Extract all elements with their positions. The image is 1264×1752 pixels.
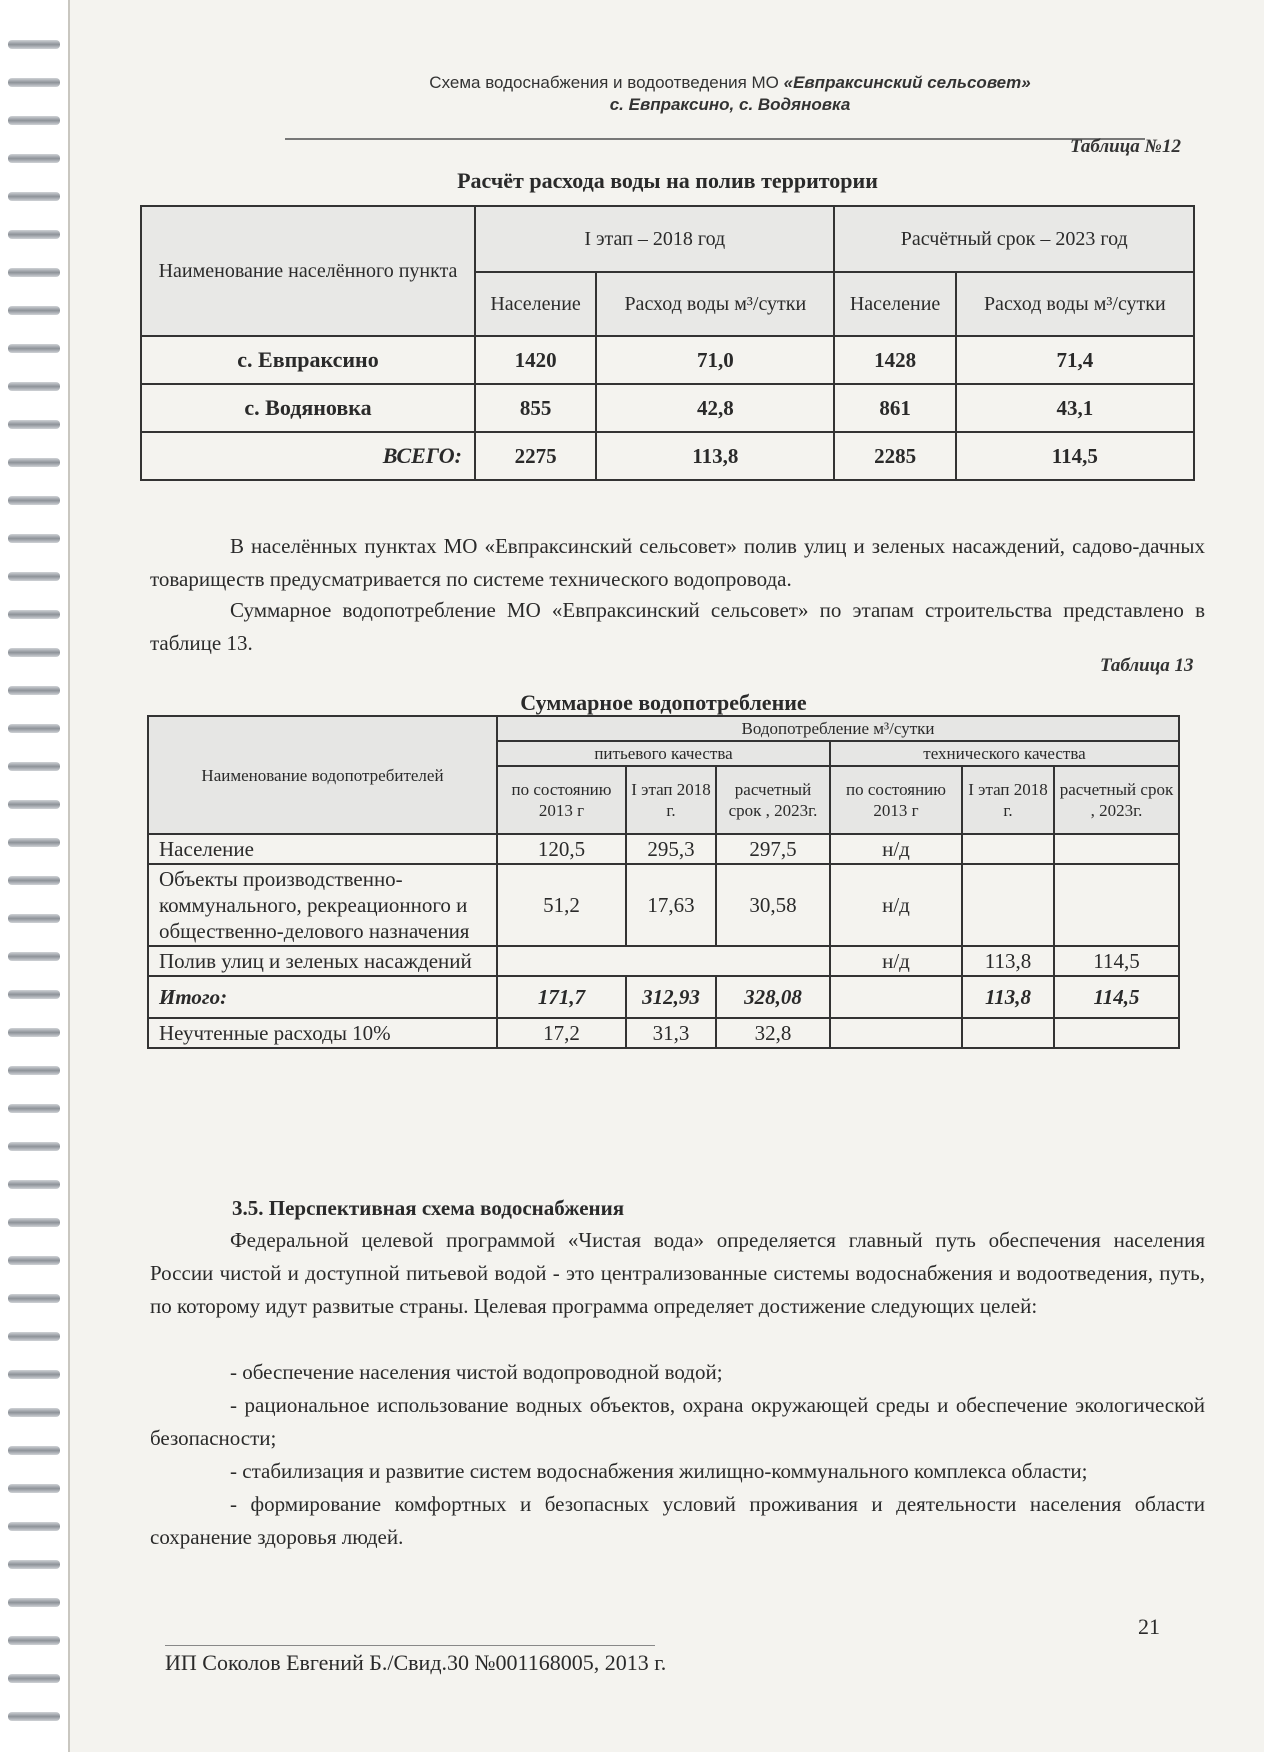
table-row xyxy=(141,384,1194,432)
cell: 43,1 xyxy=(956,384,1194,432)
paragraph-summary: Суммарное водопотребление МО «Евпраксинский сельсовет» по этапам строительства представлено в таблице 13. xyxy=(150,598,1205,655)
binding-ring xyxy=(8,306,60,315)
col-stage2: Расчётный срок – 2023 год xyxy=(834,206,1194,272)
binding-ring xyxy=(8,40,60,49)
list-item: - формирование комфортных и безопасных условий проживания и деятельности населения области сохранение здоровья людей. xyxy=(150,1492,1205,1549)
col-state-2013: по состоянию 2013 г xyxy=(830,766,962,834)
col-technical: технического качества xyxy=(830,741,1179,766)
paragraph-irrigation: В населённых пунктах МО «Евпраксинский сельсовет» полив улиц и зеленых насаждений, садово-дачных товариществ предусматривается по системе технического водопровода. xyxy=(150,534,1205,591)
row-name: Итого: xyxy=(148,976,497,1018)
binding-ring xyxy=(8,268,60,277)
cell: 2275 xyxy=(475,432,596,480)
col-state-2013: по состоянию 2013 г xyxy=(497,766,626,834)
page-footer: ИП Соколов Евгений Б./Свид.30 №001168005, 2013 г. xyxy=(165,1650,667,1675)
binding-ring xyxy=(8,1066,60,1075)
cell: 71,4 xyxy=(956,336,1194,384)
col-settlement: Наименование населённого пункта xyxy=(141,206,475,336)
cell xyxy=(1054,864,1179,946)
cell: 51,2 xyxy=(497,864,626,946)
binding-ring xyxy=(8,800,60,809)
list-item: - стабилизация и развитие систем водоснабжения жилищно-коммунального комплекса области; xyxy=(230,1459,1088,1483)
cell: 30,58 xyxy=(716,864,830,946)
cell xyxy=(830,976,962,1018)
cell: 120,5 xyxy=(497,834,626,864)
binding-ring xyxy=(8,1598,60,1607)
binding-ring xyxy=(8,1104,60,1113)
table-row xyxy=(141,336,1194,384)
spiral-binding xyxy=(0,0,70,1752)
cell: 113,8 xyxy=(962,946,1054,976)
binding-ring xyxy=(8,1180,60,1189)
cell: 113,8 xyxy=(596,432,834,480)
sub-population: Население xyxy=(475,272,596,336)
cell: 114,5 xyxy=(1054,976,1179,1018)
table-row xyxy=(148,1018,1179,1048)
page-number: 21 xyxy=(1138,1614,1160,1639)
sub-flow: Расход воды м³/сутки xyxy=(596,272,834,336)
cell: 114,5 xyxy=(1054,946,1179,976)
row-name: Население xyxy=(148,834,497,864)
cell: 114,5 xyxy=(956,432,1194,480)
cell: 32,8 xyxy=(716,1018,830,1048)
binding-ring xyxy=(8,1028,60,1037)
binding-ring xyxy=(8,1142,60,1151)
binding-ring xyxy=(8,230,60,239)
table-row xyxy=(148,864,1179,946)
goals-list xyxy=(150,1356,1205,1554)
binding-ring xyxy=(8,914,60,923)
header-org: «Евпраксинский сельсовет» xyxy=(783,73,1031,92)
sub-flow: Расход воды м³/сутки xyxy=(956,272,1194,336)
col-consumers: Наименование водопотребителей xyxy=(148,716,497,834)
binding-ring xyxy=(8,78,60,87)
table-row-total xyxy=(148,976,1179,1018)
table-row xyxy=(148,834,1179,864)
total-consumption-table xyxy=(147,715,1180,1049)
col-calc-2023: расчетный срок , 2023г. xyxy=(716,766,830,834)
binding-ring xyxy=(8,762,60,771)
cell: 71,0 xyxy=(596,336,834,384)
binding-ring xyxy=(8,1332,60,1341)
table12-caption: Таблица №12 xyxy=(1070,136,1181,157)
cell xyxy=(962,1018,1054,1048)
binding-ring xyxy=(8,1560,60,1569)
binding-ring xyxy=(8,952,60,961)
binding-ring xyxy=(8,648,60,657)
binding-ring xyxy=(8,154,60,163)
cell xyxy=(1054,1018,1179,1048)
cell xyxy=(962,864,1054,946)
binding-ring xyxy=(8,496,60,505)
col-stage-2018: I этап 2018 г. xyxy=(962,766,1054,834)
cell: 855 xyxy=(475,384,596,432)
page-edge xyxy=(68,0,70,1752)
binding-ring xyxy=(8,838,60,847)
binding-ring xyxy=(8,572,60,581)
cell: 861 xyxy=(834,384,955,432)
col-calc-2023: расчетный срок , 2023г. xyxy=(1054,766,1179,834)
binding-ring xyxy=(8,344,60,353)
table-row-total xyxy=(141,432,1194,480)
cell-empty xyxy=(497,946,830,976)
binding-ring xyxy=(8,1256,60,1265)
cell xyxy=(830,1018,962,1048)
footer-rule xyxy=(165,1645,655,1646)
cell xyxy=(1054,834,1179,864)
binding-ring xyxy=(8,420,60,429)
binding-ring xyxy=(8,724,60,733)
list-item: - обеспечение населения чистой водопроводной водой; xyxy=(230,1360,723,1384)
binding-ring xyxy=(8,1484,60,1493)
binding-ring xyxy=(8,990,60,999)
sub-population: Население xyxy=(834,272,955,336)
col-stage-2018: I этап 2018 г. xyxy=(626,766,716,834)
binding-ring xyxy=(8,686,60,695)
header-villages: с. Евпраксино, с. Водяновка xyxy=(609,95,851,114)
list-item: - рациональное использование водных объектов, охрана окружающей среды и обеспечение экологической безопасности; xyxy=(150,1393,1205,1450)
binding-ring xyxy=(8,192,60,201)
binding-ring xyxy=(8,534,60,543)
binding-ring xyxy=(8,1636,60,1645)
binding-ring xyxy=(8,1712,60,1721)
binding-ring xyxy=(8,382,60,391)
table13-caption: Таблица 13 xyxy=(1100,655,1194,676)
row-name: ВСЕГО: xyxy=(141,432,475,480)
binding-ring xyxy=(8,1522,60,1531)
cell: 297,5 xyxy=(716,834,830,864)
cell: 2285 xyxy=(834,432,955,480)
binding-ring xyxy=(8,458,60,467)
cell: н/д xyxy=(830,864,962,946)
header-prefix: Схема водоснабжения и водоотведения МО xyxy=(429,73,784,92)
binding-ring xyxy=(8,1674,60,1683)
row-name: с. Евпраксино xyxy=(141,336,475,384)
binding-ring xyxy=(8,610,60,619)
section-title: 3.5. Перспективная схема водоснабжения xyxy=(232,1196,625,1220)
cell: 295,3 xyxy=(626,834,716,864)
table13-title: Суммарное водопотребление xyxy=(520,690,807,715)
binding-ring xyxy=(8,1294,60,1303)
col-drinking: питьевого качества xyxy=(497,741,830,766)
col-stage1: I этап – 2018 год xyxy=(475,206,834,272)
row-name: Объекты производственно-коммунального, рекреационного и общественно-делового назначения xyxy=(148,864,497,946)
row-name: Неучтенные расходы 10% xyxy=(148,1018,497,1048)
row-name: Полив улиц и зеленых насаждений xyxy=(148,946,497,976)
page-header xyxy=(290,72,1170,116)
cell: 31,3 xyxy=(626,1018,716,1048)
cell: 171,7 xyxy=(497,976,626,1018)
binding-ring xyxy=(8,1408,60,1417)
binding-ring xyxy=(8,1446,60,1455)
cell: 42,8 xyxy=(596,384,834,432)
cell: 1428 xyxy=(834,336,955,384)
binding-ring xyxy=(8,1218,60,1227)
cell: н/д xyxy=(830,946,962,976)
row-name: с. Водяновка xyxy=(141,384,475,432)
cell: 328,08 xyxy=(716,976,830,1018)
binding-ring xyxy=(8,116,60,125)
cell: 113,8 xyxy=(962,976,1054,1018)
binding-ring xyxy=(8,876,60,885)
cell xyxy=(962,834,1054,864)
cell: 17,2 xyxy=(497,1018,626,1048)
cell: 312,93 xyxy=(626,976,716,1018)
table-row xyxy=(148,946,1179,976)
cell: 1420 xyxy=(475,336,596,384)
table12-title: Расчёт расхода воды на полив территории xyxy=(457,168,878,193)
col-consumption-group: Водопотребление м³/сутки xyxy=(497,716,1179,741)
cell: н/д xyxy=(830,834,962,864)
paragraph-program: Федеральной целевой программой «Чистая вода» определяется главный путь обеспечения населения России чистой и доступной питьевой водой - это централизованные системы водоснабжения и водоотведения, путь, по которому идут развитые страны. Целевая программа определяет достижение следующих целей: xyxy=(150,1228,1205,1318)
header-rule xyxy=(285,138,1145,140)
binding-ring xyxy=(8,1370,60,1379)
cell: 17,63 xyxy=(626,864,716,946)
water-irrigation-table xyxy=(140,205,1195,481)
